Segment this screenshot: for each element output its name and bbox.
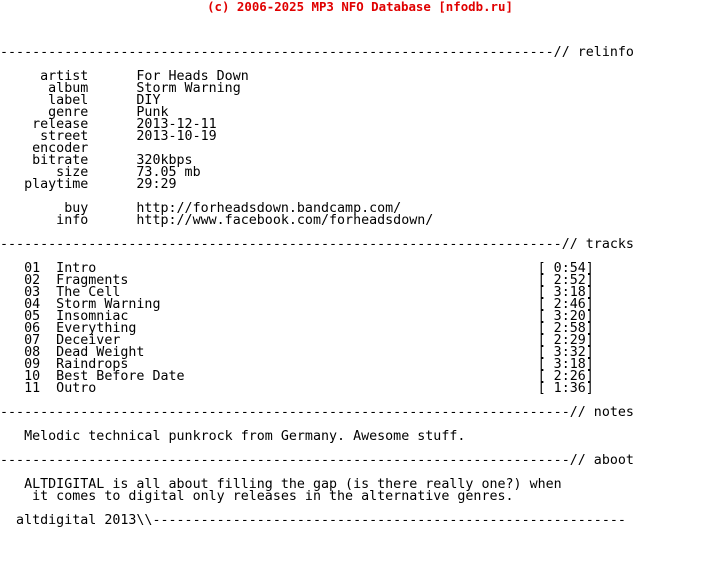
nfo-line: 02 Fragments [ 2:52] — [0, 273, 594, 288]
nfo-line: altdigital 2013\\----------------------------------------------------------- — [0, 513, 626, 528]
nfo-line: ALTDIGITAL is all about filling the gap (is there really one?) when — [0, 477, 562, 492]
nfo-text — [0, 35, 634, 527]
nfo-line: ---------------------------------------------------------------------// relinfo — [0, 45, 634, 60]
site-header: (c) 2006-2025 MP3 NFO Database [nfodb.ru] — [207, 0, 513, 14]
nfo-line: label DIY — [0, 93, 161, 108]
nfo-line: it comes to digital only releases in the alternative genres. — [0, 489, 514, 504]
nfo-line: -----------------------------------------------------------------------// aboot — [0, 453, 634, 468]
nfo-line: size 73.05 mb — [0, 165, 201, 180]
nfo-line: playtime 29:29 — [0, 177, 177, 192]
nfo-line: release 2013-12-11 — [0, 117, 217, 132]
nfo-line: 09 Raindrops [ 3:18] — [0, 357, 594, 372]
nfo-line: buy http://forheadsdown.bandcamp.com/ — [0, 201, 402, 216]
nfo-line: -----------------------------------------------------------------------// notes — [0, 405, 634, 420]
nfo-line: 03 The Cell [ 3:18] — [0, 285, 594, 300]
nfo-line: artist For Heads Down — [0, 69, 249, 84]
nfo-line: 11 Outro [ 1:36] — [0, 381, 594, 396]
nfo-line: info http://www.facebook.com/forheadsdown/ — [0, 213, 434, 228]
nfo-line: genre Punk — [0, 105, 169, 120]
nfo-line: encoder — [0, 141, 89, 156]
nfo-line: ----------------------------------------------------------------------// tracks — [0, 237, 634, 252]
nfo-line: street 2013-10-19 — [0, 129, 217, 144]
nfo-line: Melodic technical punkrock from Germany. Awesome stuff. — [0, 429, 466, 444]
nfo-line: 10 Best Before Date [ 2:26] — [0, 369, 594, 384]
nfo-line: album Storm Warning — [0, 81, 241, 96]
nfo-line: 07 Deceiver [ 2:29] — [0, 333, 594, 348]
nfo-line: 08 Dead Weight [ 3:32] — [0, 345, 594, 360]
nfo-line: 01 Intro [ 0:54] — [0, 261, 594, 276]
nfo-line: 04 Storm Warning [ 2:46] — [0, 297, 594, 312]
nfo-line: bitrate 320kbps — [0, 153, 193, 168]
nfo-line: 05 Insomniac [ 3:20] — [0, 309, 594, 324]
nfo-line: 06 Everything [ 2:58] — [0, 321, 594, 336]
